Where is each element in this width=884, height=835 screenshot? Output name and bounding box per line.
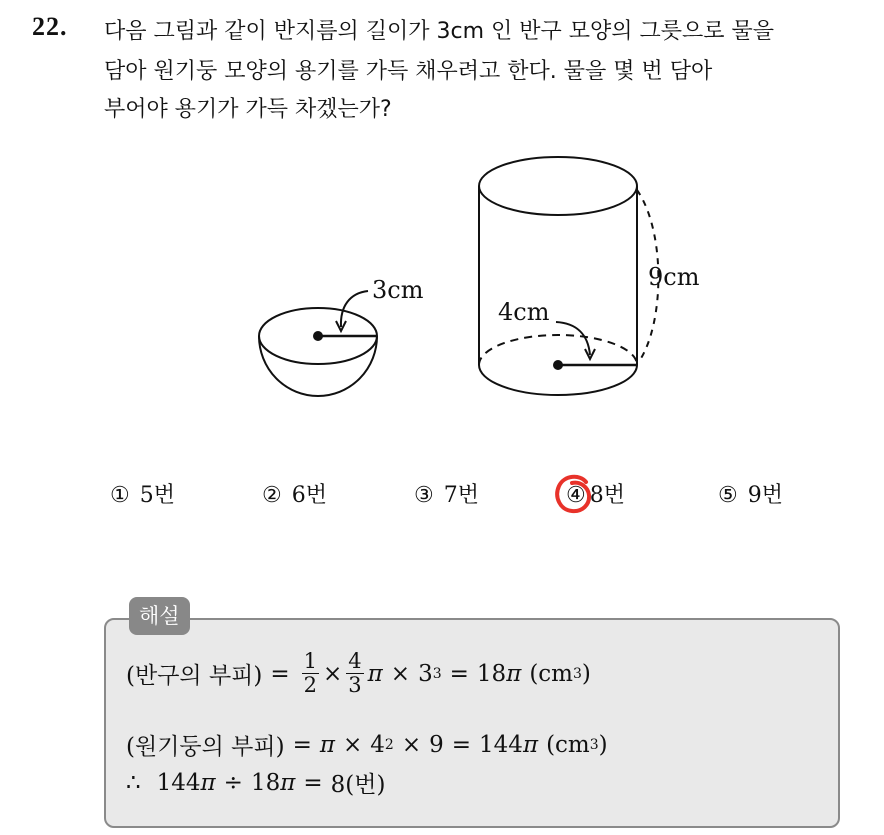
- hemisphere-bowl: [259, 291, 377, 396]
- final-answer: 8(번): [330, 772, 386, 798]
- unit-text: (cm: [546, 731, 590, 758]
- fraction-denominator: 3: [348, 673, 362, 698]
- equals-sign: =: [292, 731, 312, 758]
- cylinder: [479, 157, 658, 395]
- result-value: 18: [476, 660, 507, 687]
- solution-line-2: [126, 728, 608, 761]
- dividend-value: 144: [156, 769, 201, 796]
- times-sign: ×: [390, 660, 411, 687]
- power-exponent: 2: [384, 736, 394, 753]
- unit-exponent: 3: [573, 665, 582, 682]
- choice-4-text: 8번: [589, 483, 625, 508]
- times-sign: ×: [342, 731, 363, 758]
- unit-exponent: 3: [589, 736, 599, 753]
- choice-5[interactable]: [718, 478, 783, 509]
- equals-sign: =: [449, 660, 469, 687]
- unit-text: (cm: [529, 660, 573, 687]
- therefore-symbol: ∴: [126, 769, 141, 796]
- choice-1-mark: ①: [110, 483, 130, 508]
- pi-symbol: π: [367, 660, 383, 687]
- solution-line-1: [126, 650, 591, 697]
- choice-5-text: 9번: [747, 483, 783, 508]
- power-exponent: 3: [432, 665, 442, 682]
- pi-symbol: π: [280, 769, 296, 796]
- times-sign: ×: [401, 731, 422, 758]
- times-sign: ×: [323, 660, 343, 687]
- fraction-denominator: 2: [303, 673, 318, 698]
- hemisphere-volume-label: (반구의 부피): [126, 663, 263, 690]
- pi-symbol: π: [522, 731, 539, 758]
- choice-1-text: 5번: [139, 483, 175, 508]
- answer-circle-mark: [550, 470, 600, 518]
- divisor-value: 18: [250, 769, 281, 796]
- height-value: 9: [429, 731, 444, 758]
- unit-close: ): [581, 660, 591, 687]
- divide-sign: ÷: [223, 769, 243, 796]
- choice-3[interactable]: [414, 478, 479, 509]
- pi-symbol: π: [319, 731, 335, 758]
- equals-sign: =: [270, 660, 290, 687]
- solution-line-3: [126, 766, 385, 799]
- pi-symbol: π: [200, 769, 216, 796]
- fraction-numerator: 1: [303, 649, 318, 673]
- hemisphere-radius-label: 3cm: [372, 276, 424, 304]
- question-text-line-1: 다음 그림과 같이 반지름의 길이가 3cm 인 반구 모양의 그릇으로 물을: [104, 19, 775, 44]
- power-base: 4: [370, 731, 385, 758]
- pi-symbol: π: [506, 660, 522, 687]
- choice-3-text: 7번: [443, 483, 479, 508]
- power-base: 3: [418, 660, 433, 687]
- cylinder-height-label: 9cm: [648, 263, 700, 291]
- choice-2-text: 6번: [291, 483, 327, 508]
- question-text-line-2: 담아 원기둥 모양의 용기를 가득 채우려고 한다. 물을 몇 번 담아: [104, 59, 713, 84]
- choice-2-mark: ②: [262, 483, 282, 508]
- unit-close: ): [598, 731, 608, 758]
- fraction-one-half: [302, 650, 319, 697]
- cylinder-volume-label: (원기둥의 부피): [126, 734, 285, 760]
- choice-5-mark: ⑤: [718, 483, 738, 508]
- question-text-line-3: 부어야 용기가 가득 차겠는가?: [104, 97, 392, 122]
- choice-2[interactable]: [262, 478, 327, 509]
- fraction-numerator: 4: [348, 649, 362, 673]
- choice-4-mark: ④: [566, 483, 586, 508]
- question-number: 22.: [32, 12, 68, 41]
- equals-sign: =: [451, 731, 472, 758]
- solution-tag: 해설: [129, 597, 190, 635]
- result-value: 144: [479, 731, 523, 758]
- equals-sign: =: [303, 769, 323, 796]
- cylinder-radius-label: 4cm: [498, 298, 550, 326]
- fraction-four-thirds: [346, 650, 363, 697]
- choice-3-mark: ③: [414, 483, 434, 508]
- choice-1[interactable]: [110, 478, 175, 509]
